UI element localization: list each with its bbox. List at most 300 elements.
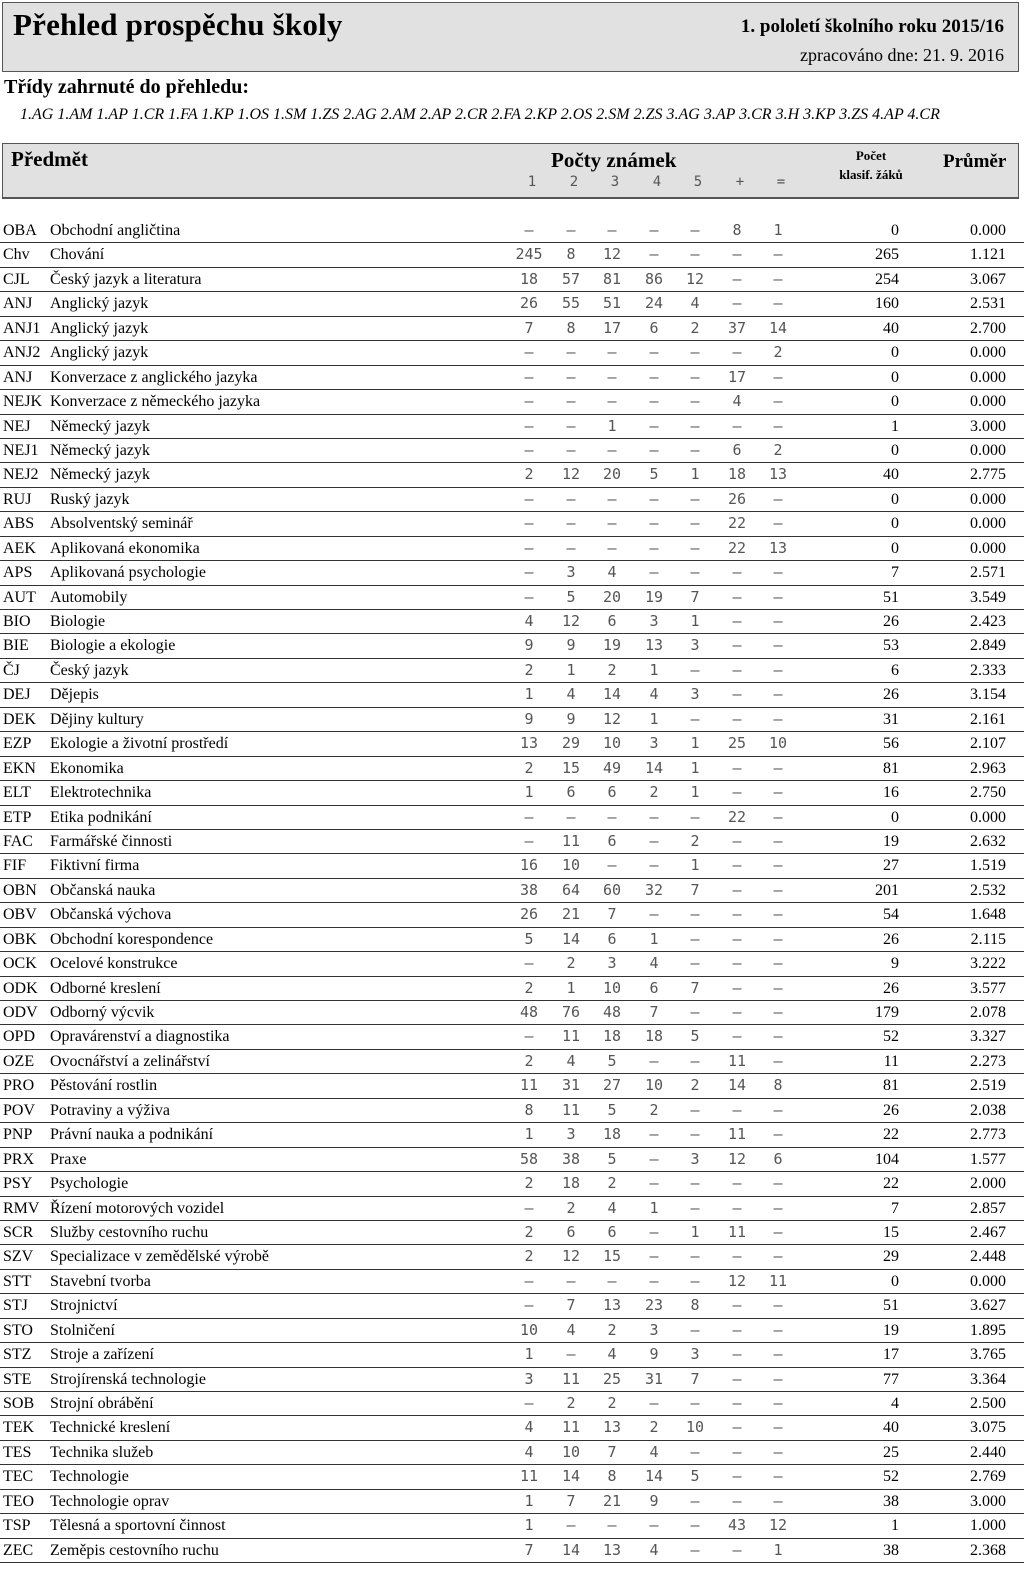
grade-count-cell: – bbox=[649, 1051, 659, 1070]
grade-count-cell: – bbox=[773, 978, 783, 997]
grade-count-cell: – bbox=[773, 831, 783, 850]
subject-code: SOB bbox=[3, 1395, 35, 1412]
subject-code: ANJ2 bbox=[3, 344, 41, 362]
table-row bbox=[0, 219, 1024, 243]
classified-students-count: 81 bbox=[883, 759, 899, 777]
grade-count-cell: 22 bbox=[727, 514, 747, 533]
subject-code: STO bbox=[3, 1321, 33, 1339]
grade-count-cell: – bbox=[732, 1247, 742, 1266]
grade-count-cell: – bbox=[732, 783, 742, 802]
grade-count-cell: 18 bbox=[519, 269, 539, 288]
grade-count-cell: – bbox=[690, 538, 700, 557]
grade-count-cell: 1 bbox=[773, 1540, 783, 1559]
grade-count-cell: – bbox=[732, 660, 742, 679]
grade-count-cell: – bbox=[524, 416, 534, 435]
grade-count-cell: – bbox=[690, 392, 700, 411]
table-row bbox=[0, 1539, 1024, 1563]
grade-count-cell: 22 bbox=[727, 538, 747, 557]
table-row bbox=[0, 732, 1024, 756]
grade-count-cell: 7 bbox=[524, 1540, 534, 1559]
grade-count-cell: – bbox=[773, 954, 783, 973]
subject-name: Obchodní angličtina bbox=[50, 222, 181, 239]
classified-students-count: 1 bbox=[891, 1517, 899, 1535]
classified-students-count: 9 bbox=[891, 955, 899, 973]
subject-code: NEJ2 bbox=[3, 466, 39, 484]
table-row bbox=[0, 512, 1024, 536]
grade-count-cell: 11 bbox=[561, 1418, 581, 1437]
grade-count-cell: – bbox=[566, 1516, 576, 1535]
table-row bbox=[0, 561, 1024, 585]
table-row bbox=[0, 243, 1024, 267]
subject-code: STZ bbox=[3, 1346, 32, 1364]
grade-count-cell: 10 bbox=[561, 1442, 581, 1461]
grade-count-cell: 1 bbox=[649, 1198, 659, 1217]
classified-students-count: 0 bbox=[891, 441, 899, 459]
grade-count-cell: – bbox=[690, 1320, 700, 1339]
classified-students-count: 201 bbox=[875, 881, 899, 899]
grade-count-cell: – bbox=[566, 1345, 576, 1364]
grade-count-cell: 13 bbox=[644, 636, 664, 655]
grade-count-cell: – bbox=[566, 221, 576, 239]
subject-code: PSY bbox=[3, 1175, 33, 1193]
grade-count-cell: – bbox=[773, 1345, 783, 1364]
average-value: 2.769 bbox=[970, 1468, 1006, 1486]
grade-count-cell: – bbox=[649, 514, 659, 533]
grade-count-cell: – bbox=[732, 880, 742, 899]
grade-count-cell: – bbox=[773, 1100, 783, 1119]
grade-count-cell: 18 bbox=[602, 1125, 622, 1144]
grade-count-cell: 1 bbox=[524, 685, 534, 704]
grade-count-cell: – bbox=[649, 856, 659, 875]
grade-count-cell: – bbox=[607, 221, 617, 239]
grade-count-cell: 13 bbox=[519, 734, 539, 753]
grade-count-cell: – bbox=[773, 1442, 783, 1461]
table-row bbox=[0, 1514, 1024, 1538]
grade-count-cell: – bbox=[773, 905, 783, 924]
subject-name: Absolventský seminář bbox=[50, 515, 193, 533]
grade-count-cell: – bbox=[607, 807, 617, 826]
grade-count-cell: – bbox=[773, 1418, 783, 1437]
subject-name: Specializace v zemědělské výrobě bbox=[50, 1248, 269, 1266]
grade-count-cell: 3 bbox=[649, 734, 659, 753]
subject-code: TEO bbox=[3, 1492, 35, 1510]
subject-code: NEJ1 bbox=[3, 441, 39, 459]
classified-students-count: 53 bbox=[883, 637, 899, 655]
subject-code: APS bbox=[3, 564, 33, 582]
classified-students-count: 254 bbox=[875, 270, 899, 288]
grade-count-cell: – bbox=[732, 612, 742, 630]
average-value: 2.467 bbox=[970, 1223, 1006, 1241]
grade-count-cell: 4 bbox=[607, 1198, 617, 1217]
grade-count-cell: 12 bbox=[602, 245, 622, 264]
grade-count-cell: – bbox=[566, 440, 576, 459]
subject-name: Ovocnářství a zelinářství bbox=[50, 1052, 210, 1070]
grade-count-cell: 1 bbox=[524, 1125, 534, 1144]
subject-name: Ruský jazyk bbox=[50, 490, 130, 508]
grade-count-cell: 26 bbox=[519, 294, 539, 313]
average-value: 3.075 bbox=[970, 1419, 1006, 1437]
grade-count-cell: – bbox=[732, 1418, 742, 1437]
grade-count-cell: 10 bbox=[519, 1320, 539, 1339]
subject-code: ETP bbox=[3, 808, 32, 826]
grade-count-cell: – bbox=[524, 221, 534, 239]
subject-name: Anglický jazyk bbox=[50, 344, 149, 362]
grade-count-cell: 8 bbox=[524, 1100, 534, 1119]
classified-students-count: 40 bbox=[883, 1419, 899, 1437]
grade-count-cell: – bbox=[690, 1442, 700, 1461]
grade-count-cell: 1 bbox=[566, 978, 576, 997]
classified-students-count: 29 bbox=[883, 1248, 899, 1266]
classified-students-count: 22 bbox=[883, 1126, 899, 1144]
report-header bbox=[2, 2, 1019, 72]
grade-count-cell: 1 bbox=[566, 660, 576, 679]
table-row bbox=[0, 610, 1024, 634]
grade-count-cell: – bbox=[732, 1320, 742, 1339]
grade-count-cell: – bbox=[773, 1491, 783, 1510]
subject-code: PRO bbox=[3, 1077, 35, 1095]
subject-name: Technologie oprav bbox=[50, 1492, 170, 1510]
table-row bbox=[0, 1270, 1024, 1294]
average-value: 0.000 bbox=[970, 344, 1006, 362]
grade-count-cell: – bbox=[524, 392, 534, 411]
grade-count-cell: 4 bbox=[649, 1540, 659, 1559]
grade-count-cell: – bbox=[773, 1222, 783, 1241]
grade-count-cell: 1 bbox=[524, 1516, 534, 1535]
grade-count-cell: – bbox=[773, 1467, 783, 1486]
grade-count-cell: 19 bbox=[644, 587, 664, 606]
subject-name: Strojnictví bbox=[50, 1297, 118, 1315]
grade-count-cell: – bbox=[773, 367, 783, 386]
subject-name: Aplikovaná ekonomika bbox=[50, 539, 200, 557]
grade-count-cell: 4 bbox=[649, 1442, 659, 1461]
average-value: 2.000 bbox=[970, 1175, 1006, 1193]
grade-count-cell: 4 bbox=[690, 294, 700, 313]
grade-count-cell: 25 bbox=[602, 1369, 622, 1388]
subject-code: AUT bbox=[3, 588, 36, 606]
average-value: 0.000 bbox=[970, 808, 1006, 826]
average-value: 2.500 bbox=[970, 1395, 1006, 1412]
average-value: 1.577 bbox=[970, 1150, 1006, 1168]
grade-count-cell: 37 bbox=[727, 318, 747, 337]
grade-count-cell: 58 bbox=[519, 1149, 539, 1168]
table-row bbox=[0, 1368, 1024, 1392]
table-row bbox=[0, 1099, 1024, 1123]
subject-code: EZP bbox=[3, 735, 32, 753]
grade-count-cell: 3 bbox=[649, 612, 659, 630]
grade-count-cell: – bbox=[690, 660, 700, 679]
grade-count-cell: 9 bbox=[649, 1345, 659, 1364]
classified-students-count: 31 bbox=[883, 710, 899, 728]
subject-code: OBA bbox=[3, 222, 37, 239]
grade-count-cell: – bbox=[524, 1394, 534, 1412]
grade-count-cell: 64 bbox=[561, 880, 581, 899]
grade-count-cell: – bbox=[649, 807, 659, 826]
subject-name: Psychologie bbox=[50, 1175, 129, 1193]
grade-count-cell: – bbox=[690, 245, 700, 264]
grade-count-cell: 7 bbox=[607, 905, 617, 924]
grade-count-cell: – bbox=[524, 587, 534, 606]
grade-count-cell: 6 bbox=[649, 318, 659, 337]
classified-students-count: 52 bbox=[883, 1028, 899, 1046]
grade-count-cell: – bbox=[524, 489, 534, 508]
grade-count-cell: 6 bbox=[607, 929, 617, 948]
grade-count-cell: – bbox=[773, 1296, 783, 1315]
grade-count-cell: 49 bbox=[602, 758, 622, 777]
subject-name: Občanská nauka bbox=[50, 881, 156, 899]
grade-count-cell: – bbox=[732, 1003, 742, 1021]
grade-count-cell: – bbox=[773, 269, 783, 288]
grade-count-cell: – bbox=[773, 416, 783, 435]
grade-column-header: 2 bbox=[569, 174, 579, 190]
grade-count-cell: – bbox=[649, 245, 659, 264]
grade-count-cell: – bbox=[732, 1540, 742, 1559]
average-value: 3.765 bbox=[970, 1346, 1006, 1364]
subject-name: Český jazyk a literatura bbox=[50, 270, 202, 288]
classified-students-count: 11 bbox=[883, 1052, 899, 1070]
subject-code: ODK bbox=[3, 979, 38, 997]
average-value: 2.700 bbox=[970, 319, 1006, 337]
grade-count-cell: 17 bbox=[727, 367, 747, 386]
grade-count-cell: 2 bbox=[607, 1394, 617, 1412]
average-value: 3.154 bbox=[970, 686, 1006, 704]
processed-date: zpracováno dne: 21. 9. 2016 bbox=[800, 45, 1004, 65]
classified-students-count: 0 bbox=[891, 490, 899, 508]
classified-students-count: 26 bbox=[883, 979, 899, 997]
subject-name: Odborný výcvik bbox=[50, 1004, 155, 1021]
grade-count-cell: 48 bbox=[519, 1003, 539, 1021]
average-value: 2.368 bbox=[970, 1541, 1006, 1559]
grade-count-cell: – bbox=[773, 1051, 783, 1070]
average-value: 2.273 bbox=[970, 1052, 1006, 1070]
table-row bbox=[0, 1197, 1024, 1221]
subject-name: Český jazyk bbox=[50, 661, 129, 679]
subject-name: Řízení motorových vozidel bbox=[50, 1199, 225, 1217]
grade-count-cell: – bbox=[524, 343, 534, 362]
grade-count-cell: 5 bbox=[607, 1149, 617, 1168]
table-row bbox=[0, 463, 1024, 487]
average-value: 2.857 bbox=[970, 1199, 1006, 1217]
grade-count-cell: 6 bbox=[607, 1222, 617, 1241]
subject-name: Praxe bbox=[50, 1150, 87, 1168]
table-row bbox=[0, 415, 1024, 439]
grade-count-cell: – bbox=[773, 1198, 783, 1217]
subject-name: Technologie bbox=[50, 1468, 129, 1486]
subject-name: Technika služeb bbox=[50, 1443, 154, 1461]
grade-count-cell: 245 bbox=[515, 245, 543, 264]
average-value: 2.849 bbox=[970, 637, 1006, 655]
grade-count-cell: – bbox=[566, 489, 576, 508]
table-row bbox=[0, 1245, 1024, 1269]
grade-count-cell: 9 bbox=[566, 709, 576, 728]
classified-students-count: 16 bbox=[883, 784, 899, 802]
subject-name: Elektrotechnika bbox=[50, 784, 152, 802]
grade-count-cell: 18 bbox=[727, 465, 747, 484]
grade-count-cell: – bbox=[524, 807, 534, 826]
subject-name: Opravárenství a diagnostika bbox=[50, 1028, 230, 1046]
classified-students-count: 40 bbox=[883, 466, 899, 484]
grade-count-cell: – bbox=[566, 514, 576, 533]
grade-count-cell: 1 bbox=[690, 856, 700, 875]
average-value: 2.571 bbox=[970, 564, 1006, 582]
table-row bbox=[0, 952, 1024, 976]
grade-count-cell: 2 bbox=[690, 831, 700, 850]
grade-count-cell: 15 bbox=[602, 1247, 622, 1266]
table-row bbox=[0, 634, 1024, 658]
student-count-header-line2: klasif. žáků bbox=[839, 167, 903, 182]
subject-name: Německý jazyk bbox=[50, 417, 150, 435]
grade-count-cell: 1 bbox=[690, 758, 700, 777]
average-value: 0.000 bbox=[970, 490, 1006, 508]
grade-column-header: = bbox=[776, 174, 786, 190]
grade-count-cell: 6 bbox=[566, 1222, 576, 1241]
grade-count-cell: – bbox=[732, 954, 742, 973]
grade-count-cell: – bbox=[690, 440, 700, 459]
grade-count-cell: – bbox=[773, 1394, 783, 1412]
grade-count-cell: – bbox=[649, 221, 659, 239]
classified-students-count: 38 bbox=[883, 1492, 899, 1510]
grade-count-cell: – bbox=[690, 343, 700, 362]
grade-count-cell: – bbox=[732, 1394, 742, 1412]
table-row bbox=[0, 1319, 1024, 1343]
grade-count-cell: – bbox=[773, 612, 783, 630]
grade-count-cell: 16 bbox=[519, 856, 539, 875]
grade-count-cell: – bbox=[649, 392, 659, 411]
grade-count-cell: 11 bbox=[561, 1027, 581, 1046]
average-value: 3.000 bbox=[970, 1492, 1006, 1510]
grade-count-cell: – bbox=[649, 831, 659, 850]
grade-count-cell: 5 bbox=[690, 1467, 700, 1486]
subject-code: NEJ bbox=[3, 417, 31, 435]
grade-count-cell: 6 bbox=[732, 440, 742, 459]
table-row bbox=[0, 1490, 1024, 1514]
grades-table-body bbox=[0, 219, 1024, 1563]
grade-count-cell: 4 bbox=[732, 392, 742, 411]
grade-count-cell: 4 bbox=[607, 563, 617, 582]
subject-code: PNP bbox=[3, 1126, 33, 1144]
average-value: 3.577 bbox=[970, 979, 1006, 997]
grade-count-cell: 2 bbox=[773, 343, 783, 362]
grade-count-cell: 18 bbox=[644, 1027, 664, 1046]
grade-count-cell: 8 bbox=[690, 1296, 700, 1315]
subject-name: Etika podnikání bbox=[50, 808, 152, 826]
table-row bbox=[0, 292, 1024, 316]
grade-count-cell: 1 bbox=[690, 734, 700, 753]
grade-count-cell: – bbox=[566, 416, 576, 435]
table-row bbox=[0, 928, 1024, 952]
grade-count-cell: 11 bbox=[727, 1125, 747, 1144]
grade-count-cell: – bbox=[649, 1149, 659, 1168]
subject-name: Odborné kreslení bbox=[50, 979, 161, 997]
subject-name: Strojírenská technologie bbox=[50, 1370, 206, 1388]
subject-code: BIO bbox=[3, 613, 31, 630]
grade-count-cell: 10 bbox=[685, 1418, 705, 1437]
average-value: 0.000 bbox=[970, 222, 1006, 239]
grade-count-cell: – bbox=[732, 1174, 742, 1193]
classified-students-count: 0 bbox=[891, 1272, 899, 1290]
table-row bbox=[0, 1172, 1024, 1196]
grade-count-cell: 10 bbox=[561, 856, 581, 875]
subject-code: STE bbox=[3, 1370, 32, 1388]
grade-count-cell: 4 bbox=[524, 612, 534, 630]
grade-count-cell: 7 bbox=[649, 1003, 659, 1021]
grade-count-cell: – bbox=[732, 269, 742, 288]
subject-name: Technické kreslení bbox=[50, 1419, 171, 1437]
grade-count-cell: 4 bbox=[524, 1418, 534, 1437]
classified-students-count: 0 bbox=[891, 222, 899, 239]
grade-count-cell: – bbox=[524, 440, 534, 459]
grade-count-cell: – bbox=[649, 1516, 659, 1535]
grade-count-cell: 81 bbox=[602, 269, 622, 288]
subject-code: TEC bbox=[3, 1468, 34, 1486]
subject-code: TSP bbox=[3, 1517, 31, 1535]
grade-count-cell: 20 bbox=[602, 465, 622, 484]
subject-code: AEK bbox=[3, 539, 36, 557]
subject-name: Tělesná a sportovní činnost bbox=[50, 1517, 226, 1535]
classified-students-count: 7 bbox=[891, 564, 899, 582]
grade-count-cell: – bbox=[732, 685, 742, 704]
table-row bbox=[0, 1441, 1024, 1465]
grade-count-cell: – bbox=[773, 1320, 783, 1339]
table-row bbox=[0, 1294, 1024, 1318]
grade-count-cell: 10 bbox=[644, 1076, 664, 1095]
table-row bbox=[0, 439, 1024, 463]
subject-code: ANJ bbox=[3, 295, 33, 313]
grade-count-cell: 4 bbox=[649, 685, 659, 704]
grade-count-cell: 3 bbox=[690, 636, 700, 655]
subject-code: TES bbox=[3, 1443, 32, 1461]
table-row bbox=[0, 1025, 1024, 1049]
subject-name: Obchodní korespondence bbox=[50, 930, 214, 948]
grade-count-cell: 1 bbox=[690, 783, 700, 802]
grade-count-cell: – bbox=[566, 538, 576, 557]
grade-count-cell: 13 bbox=[768, 465, 788, 484]
grade-count-cell: 7 bbox=[690, 978, 700, 997]
grade-count-cell: 12 bbox=[685, 269, 705, 288]
grade-count-cell: 13 bbox=[768, 538, 788, 557]
grade-count-cell: – bbox=[690, 709, 700, 728]
grade-count-cell: – bbox=[773, 880, 783, 899]
grade-count-cell: 38 bbox=[561, 1149, 581, 1168]
average-value: 2.448 bbox=[970, 1248, 1006, 1266]
classified-students-count: 22 bbox=[883, 1175, 899, 1193]
grade-count-cell: 14 bbox=[768, 318, 788, 337]
grade-count-cell: 14 bbox=[644, 1467, 664, 1486]
grade-count-cell: – bbox=[690, 1271, 700, 1290]
subject-name: Strojní obrábění bbox=[50, 1395, 154, 1412]
grade-count-cell: – bbox=[649, 1222, 659, 1241]
grade-count-cell: – bbox=[690, 1491, 700, 1510]
grade-count-cell: – bbox=[649, 1247, 659, 1266]
grade-count-cell: 4 bbox=[566, 1051, 576, 1070]
subject-code: OBK bbox=[3, 930, 37, 948]
grade-count-cell: – bbox=[566, 343, 576, 362]
grade-count-cell: 2 bbox=[649, 1418, 659, 1437]
grade-count-cell: 2 bbox=[524, 1174, 534, 1193]
subject-code: ZEC bbox=[3, 1541, 34, 1559]
subject-code: STJ bbox=[3, 1297, 28, 1315]
grade-count-cell: – bbox=[690, 1003, 700, 1021]
grade-count-cell: – bbox=[524, 563, 534, 582]
classified-students-count: 25 bbox=[883, 1443, 899, 1461]
average-value: 1.648 bbox=[970, 906, 1006, 924]
grade-count-cell: 12 bbox=[602, 709, 622, 728]
table-row bbox=[0, 977, 1024, 1001]
grade-count-cell: 6 bbox=[607, 783, 617, 802]
grade-count-cell: – bbox=[607, 392, 617, 411]
grade-count-cell: – bbox=[773, 489, 783, 508]
average-value: 2.532 bbox=[970, 881, 1006, 899]
grade-count-cell: – bbox=[773, 758, 783, 777]
